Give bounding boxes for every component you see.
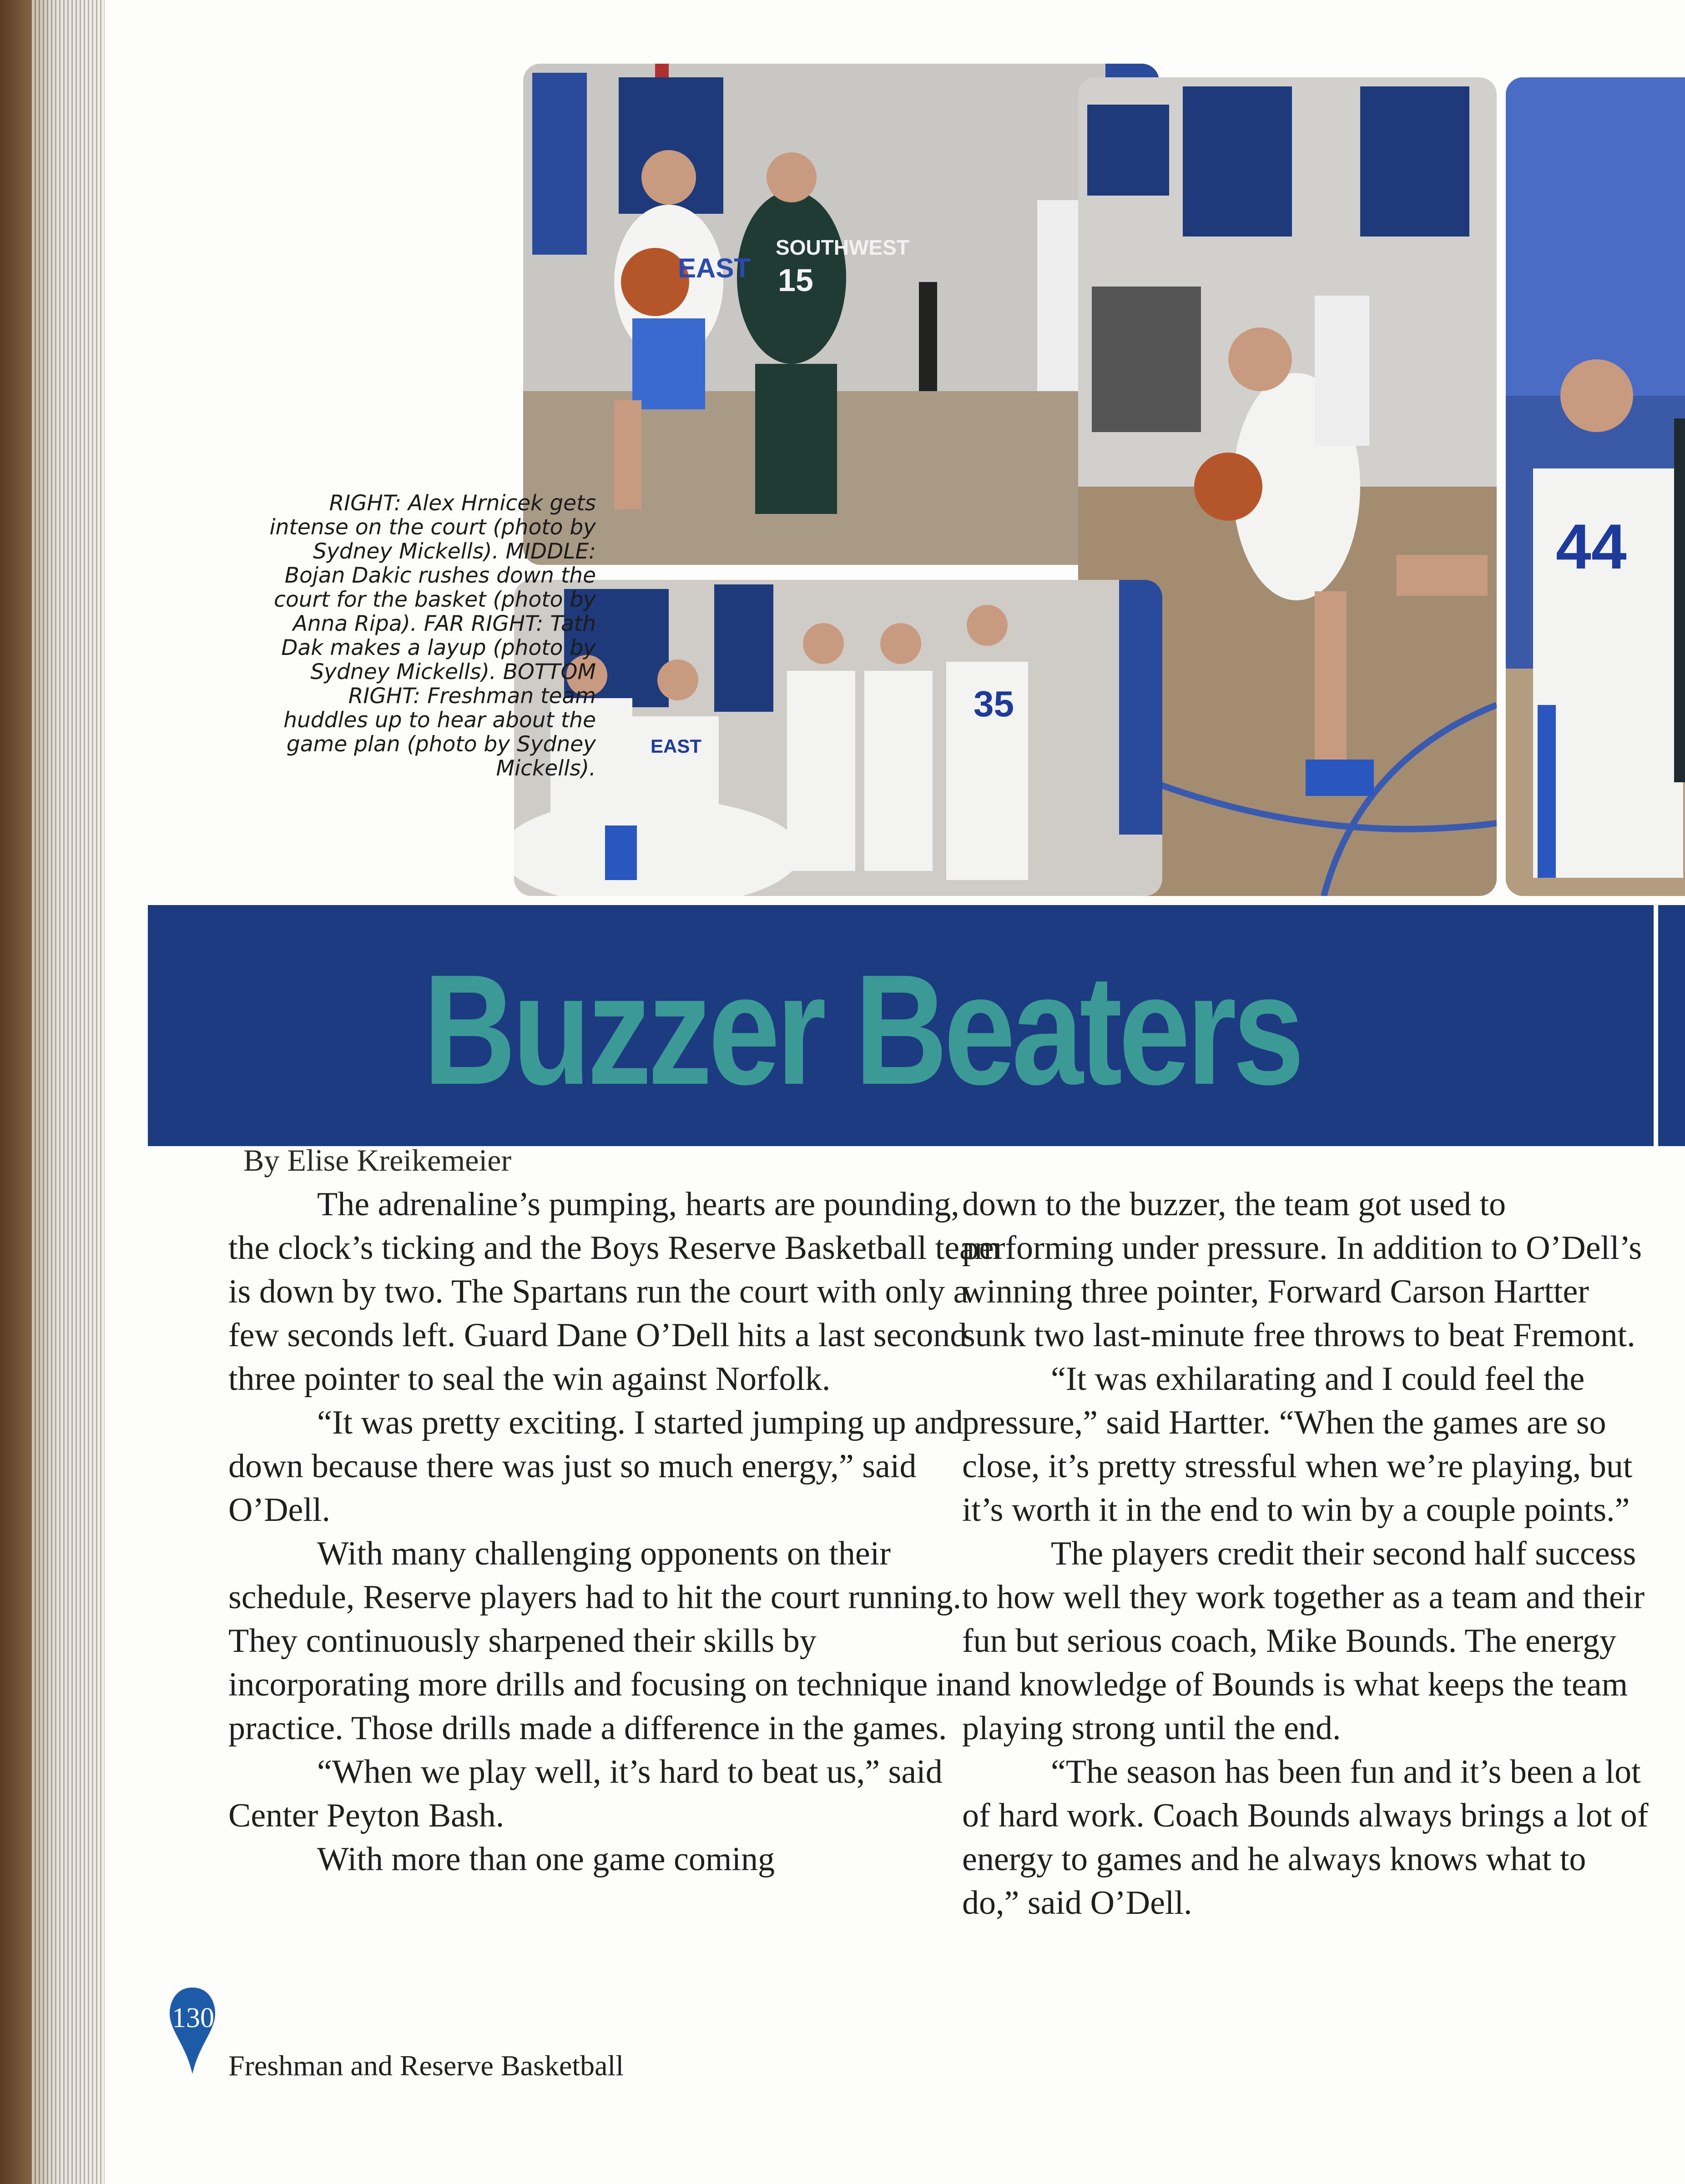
jersey-number: 44	[1556, 511, 1627, 582]
paragraph: With many challenging opponents on their schedule, Reserve players had to hit the court running. They continuously sharpened their skills by incorporating more drills and focusing on technique in practice. Those drills made a difference in the games.	[228, 1535, 963, 1747]
banner-gutter	[1654, 905, 1658, 1146]
paragraph: “It was pretty exciting. I started jumping up and down because there was just so much energy,” said O’Dell.	[228, 1404, 964, 1529]
byline: By Elise Kreikemeier	[243, 1143, 512, 1178]
paragraph: The adrenaline’s pumping, hearts are pounding, the clock’s ticking and the Boys Reserve Basketball team is down by two. The Spartans run the court with only a few seconds left. Guard Dane O’Dell hits a last second three pointer to seal the win against Norfolk.	[228, 1186, 1001, 1398]
paragraph: “It was exhilarating and I could feel the pressure,” said Hartter. “When the games are so close, it’s pretty stressful when we’re playing, but it’s worth it in the end to win by a couple points.”	[962, 1360, 1633, 1529]
huddle-jersey-number: 35	[974, 684, 1014, 724]
page-number: 130	[172, 2003, 214, 2033]
huddle-jersey-text: EAST	[651, 735, 702, 757]
jersey-text: EAST	[678, 253, 751, 283]
jersey-number: 15	[778, 262, 813, 298]
paragraph: The players credit their second half success to how well they work together as a team and their fun but serious coach, Mike Bounds. The energy and knowledge of Bounds is what keeps the team playing strong until the end.	[962, 1535, 1645, 1747]
photo-caption: RIGHT: Alex Hrnicek gets intense on the court (photo by Sydney Mickells). MIDDLE: Bojan Dakic rushes down the court for the basket (photo by Anna Ripa). FAR RIGHT: Tath Dak makes a layup (photo by Sydney Mickells). BOTTOM RIGHT: Freshman team huddles up to hear about the game plan (photo by Sydney Mickells).	[269, 491, 596, 781]
article-column-1	[228, 1183, 1002, 1881]
page-edges	[32, 0, 105, 2184]
photo-alex-hrnicek	[523, 64, 1159, 565]
article-column-2	[962, 1183, 1649, 1925]
yearbook-page	[105, 0, 1685, 2184]
section-name: Freshman and Reserve Basketball	[228, 2049, 624, 2082]
paragraph: With more than one game coming	[317, 1841, 775, 1878]
photo-tath-dak	[1506, 77, 1685, 896]
page-title: Buzzer Beaters	[423, 942, 1301, 1117]
paragraph: “When we play well, it’s hard to beat us,” said Center Peyton Bash.	[228, 1753, 943, 1834]
photo-freshman-huddle	[514, 580, 1162, 896]
paragraph: down to the buzzer, the team got used to performing under pressure. In addition to O’Dell’s winning three pointer, Forward Carson Hartter sunk two last-minute free throws to beat Fremont.	[962, 1186, 1642, 1354]
jersey-text: SOUTHWEST	[776, 236, 909, 259]
paragraph: “The season has been fun and it’s been a lot of hard work. Coach Bounds always brings a lot of energy to games and he always knows what to do,” said O’Dell.	[962, 1753, 1649, 1922]
